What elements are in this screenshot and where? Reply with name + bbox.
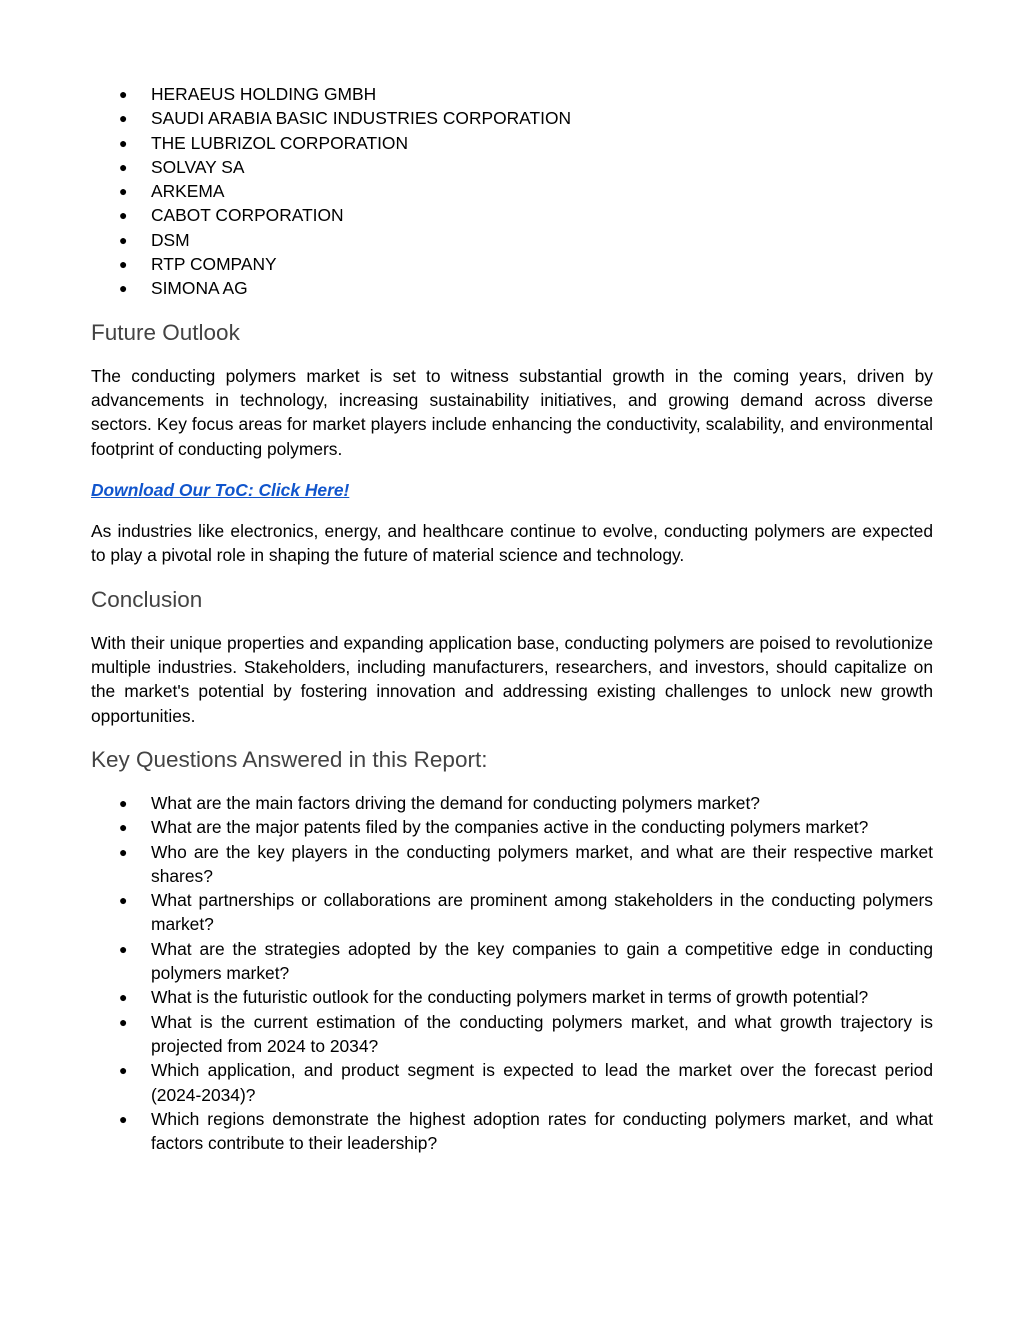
list-item [91, 179, 933, 203]
bullet-icon: ● [119, 819, 128, 836]
company-name: SOLVAY SA [151, 156, 245, 177]
list-item [91, 228, 933, 252]
toc-link-wrapper [91, 478, 933, 502]
list-item [91, 1058, 933, 1107]
list-item [91, 1010, 933, 1059]
company-name: SAUDI ARABIA BASIC INDUSTRIES CORPORATION [151, 108, 572, 129]
question-text: Which regions demonstrate the highest adoption rates for conducting polymers market, and what factors contribute to their leadership? [151, 1108, 933, 1154]
document-page [91, 82, 933, 1155]
bullet-icon: ● [119, 207, 128, 224]
company-name: DSM [151, 229, 190, 250]
question-text: Which application, and product segment is expected to lead the market over the forecast period (2024-2034)? [151, 1060, 933, 1105]
bullet-icon: ● [119, 1062, 128, 1079]
bullet-icon: ● [119, 989, 128, 1006]
list-item [91, 985, 933, 1009]
download-toc-link[interactable]: Download Our ToC: Click Here! [91, 479, 350, 500]
bullet-icon: ● [119, 280, 128, 297]
list-item [91, 203, 933, 227]
list-item [91, 155, 933, 179]
question-text: What partnerships or collaborations are prominent among stakeholders in the conducting polymers market? [151, 890, 933, 935]
list-item [91, 131, 933, 155]
bullet-icon: ● [119, 231, 128, 248]
bullet-icon: ● [119, 86, 128, 102]
company-name: ARKEMA [151, 181, 225, 202]
company-name: THE LUBRIZOL CORPORATION [151, 132, 409, 153]
bullet-icon: ● [119, 110, 128, 127]
list-item [91, 82, 933, 106]
key-questions-heading: Key Questions Answered in this Report: [91, 746, 488, 772]
bullet-icon: ● [119, 134, 128, 151]
bullet-icon: ● [119, 1013, 128, 1030]
conclusion-heading: Conclusion [91, 586, 203, 612]
conclusion-paragraph: With their unique properties and expanding application base, conducting polymers are poised to revolutionize multiple industries. Stakeholders, including manufacturers, researchers, and investors, should capitalize on the market's potential by fostering innovation and addressing existing challenges to unlock new growth opportunities. [91, 632, 933, 726]
bullet-icon: ● [119, 158, 128, 175]
question-text: Who are the key players in the conducting polymers market, and what are their respective market shares? [151, 841, 933, 886]
list-item [91, 1107, 933, 1156]
list-item [91, 106, 933, 130]
future-outlook-paragraph: The conducting polymers market is set to witness substantial growth in the coming years, driven by advancements in technology, increasing sustainability initiatives, and growing demand across diverse sectors. Key focus areas for market players include enhancing the conductivity, scalability, and environmental footprint of conducting polymers. [91, 365, 933, 459]
company-name: HERAEUS HOLDING GMBH [151, 84, 377, 104]
bullet-icon: ● [119, 183, 128, 200]
bullet-icon: ● [119, 794, 128, 811]
bullet-icon: ● [119, 940, 128, 957]
list-item [91, 888, 933, 937]
company-name: SIMONA AG [151, 278, 248, 299]
list-item [91, 276, 933, 300]
company-name: CABOT CORPORATION [151, 205, 344, 226]
bullet-icon: ● [119, 1110, 128, 1127]
bullet-icon: ● [119, 256, 128, 273]
list-item [91, 840, 933, 889]
list-item [91, 252, 933, 276]
question-text: What are the major patents filed by the companies active in the conducting polymers market? [151, 817, 869, 838]
question-text: What is the current estimation of the conducting polymers market, and what growth trajectory is projected from 2024 to 2034? [151, 1011, 933, 1056]
question-text: What is the futuristic outlook for the conducting polymers market in terms of growth potential? [151, 987, 869, 1008]
question-text: What are the strategies adopted by the key companies to gain a competitive edge in conducting polymers market? [151, 938, 933, 984]
industries-paragraph: As industries like electronics, energy, and healthcare continue to evolve, conducting polymers are expected to play a pivotal role in shaping the future of material science and technology. [91, 521, 933, 566]
question-text: What are the main factors driving the demand for conducting polymers market? [151, 792, 760, 813]
future-outlook-heading: Future Outlook [91, 319, 240, 345]
bullet-icon: ● [119, 843, 128, 860]
list-item [91, 791, 933, 815]
key-questions-list [91, 791, 933, 1155]
bullet-icon: ● [119, 892, 128, 909]
company-name: RTP COMPANY [151, 254, 277, 275]
list-item [91, 937, 933, 986]
list-item [91, 815, 933, 839]
company-list [91, 82, 933, 301]
